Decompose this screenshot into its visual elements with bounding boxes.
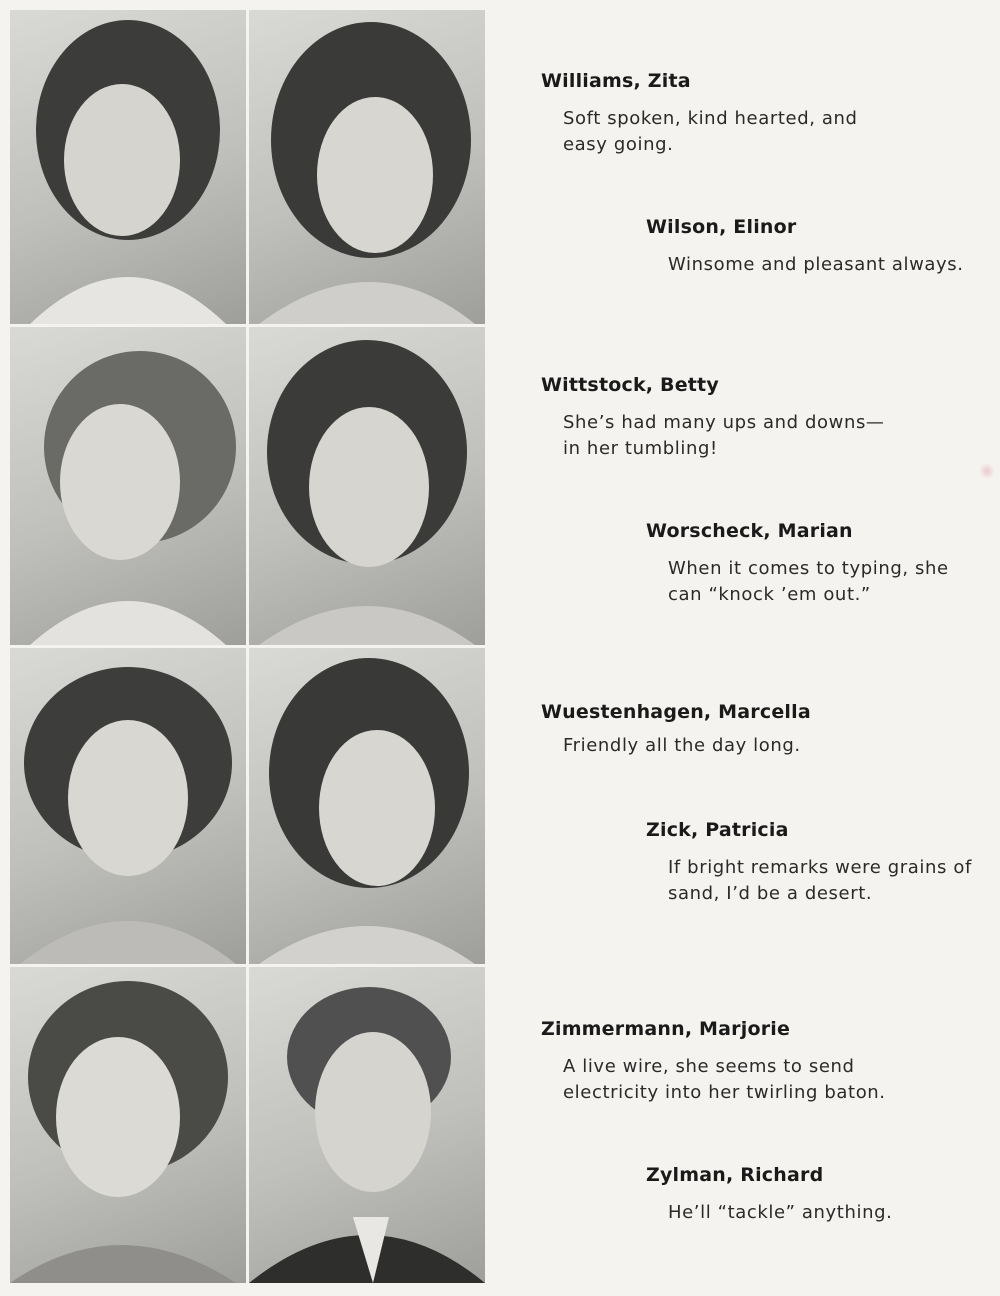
entry-zylman xyxy=(646,1164,892,1226)
entry-wittstock xyxy=(541,374,885,462)
student-quote: He’ll “tackle” anything. xyxy=(668,1202,893,1223)
portrait-photo-williams xyxy=(10,10,246,324)
entry-wilson xyxy=(646,216,964,278)
student-name: Wilson, Elinor xyxy=(646,216,797,238)
student-quote: When it comes to typing, she can “knock ’em out.” xyxy=(668,558,949,605)
portrait-photo-zick xyxy=(249,648,485,964)
portrait-photo-wuestenhagen xyxy=(10,648,246,964)
student-name: Wuestenhagen, Marcella xyxy=(541,701,811,723)
paper-speck xyxy=(980,462,994,480)
entry-williams xyxy=(541,70,858,158)
student-name: Wittstock, Betty xyxy=(541,374,719,396)
student-quote: A live wire, she seems to send electricity into her twirling baton. xyxy=(563,1056,886,1103)
portrait-photo-wilson xyxy=(249,10,485,324)
student-quote: If bright remarks were grains of sand, I’d be a desert. xyxy=(668,857,972,904)
student-quote: Soft spoken, kind hearted, and easy going. xyxy=(563,108,858,155)
portrait-photo-zylman xyxy=(249,967,485,1283)
student-quote: She’s had many ups and downs— in her tumbling! xyxy=(563,412,885,459)
student-name: Williams, Zita xyxy=(541,70,691,92)
student-name: Zylman, Richard xyxy=(646,1164,824,1186)
entry-worscheck xyxy=(646,520,949,608)
portrait-photo-worscheck xyxy=(249,327,485,645)
student-name: Zick, Patricia xyxy=(646,819,789,841)
entry-zimmermann xyxy=(541,1018,886,1106)
portrait-photo-wittstock xyxy=(10,327,246,645)
student-name: Zimmermann, Marjorie xyxy=(541,1018,791,1040)
student-quote: Friendly all the day long. xyxy=(563,735,801,756)
entry-wuestenhagen xyxy=(541,701,811,759)
student-name: Worscheck, Marian xyxy=(646,520,853,542)
portrait-photo-zimmermann xyxy=(10,967,246,1283)
student-quote: Winsome and pleasant always. xyxy=(668,254,964,275)
entry-zick xyxy=(646,819,972,907)
